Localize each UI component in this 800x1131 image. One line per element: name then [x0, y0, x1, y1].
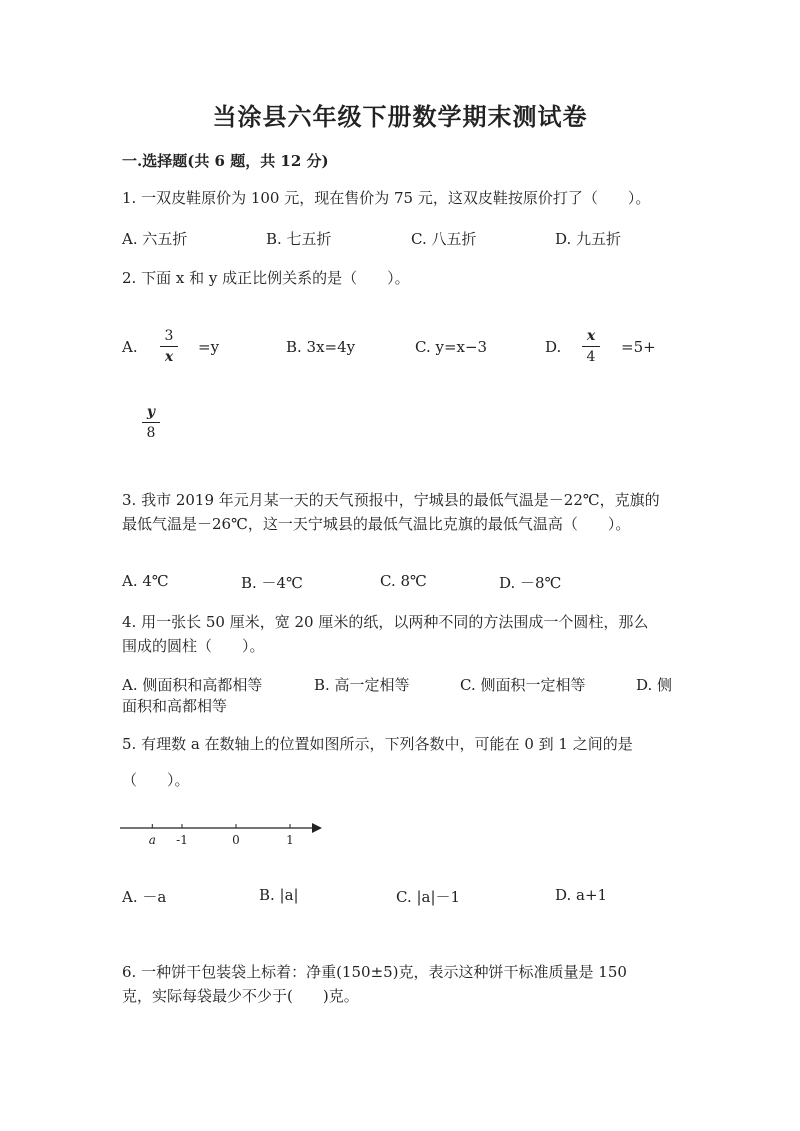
question-3-option-b: B. －4℃	[241, 574, 303, 592]
number-line-label: -1	[176, 833, 188, 847]
question-4-option-c: C. 侧面积一定相等	[460, 676, 586, 694]
fraction-bar	[582, 346, 600, 347]
question-3-option-c: C. 8℃	[380, 572, 427, 590]
question-2-option-a-fraction	[160, 328, 178, 365]
question-4-option-d-wrap: 面积和高都相等	[122, 697, 228, 715]
fraction-denominator: x	[164, 349, 174, 365]
fraction-bar	[142, 422, 160, 423]
number-line-arrow	[312, 823, 322, 833]
question-4-option-d: D. 侧	[636, 676, 673, 694]
question-2-option-d-label: D.	[545, 338, 562, 356]
number-line-label: 1	[286, 833, 294, 847]
question-6-stem-line-2: 克，实际每袋最少不少于( )克。	[122, 987, 359, 1005]
fraction-numerator: y	[146, 404, 156, 420]
question-2-option-d-fraction	[582, 328, 600, 365]
question-5-option-c: C. |a|－1	[396, 888, 461, 906]
fraction-numerator: 3	[164, 328, 174, 344]
question-5-stem-line-2: （ ）。	[122, 771, 190, 789]
question-1-option-b: B. 七五折	[266, 230, 332, 248]
question-3-option-a: A. 4℃	[122, 572, 169, 590]
question-5-option-d: D. a+1	[555, 886, 608, 904]
fraction-bar	[160, 346, 178, 347]
number-line-label: 0	[232, 833, 240, 847]
question-2-stem: 2. 下面 x 和 y 成正比例关系的是（ ）。	[122, 269, 410, 287]
question-5-stem-line-1: 5. 有理数 a 在数轴上的位置如图所示，下列各数中，可能在 0 到 1 之间的是	[122, 735, 633, 753]
number-line-figure	[118, 818, 328, 854]
fraction-denominator: 8	[146, 425, 156, 441]
question-1-stem: 1. 一双皮鞋原价为 100 元，现在售价为 75 元，这双皮鞋按原价打了（ ）。	[122, 189, 651, 207]
fraction-numerator: x	[586, 328, 596, 344]
section-heading: 一.选择题(共 6 题，共 12 分)	[122, 152, 329, 170]
question-4-stem-line-2: 围成的圆柱（ ）。	[122, 637, 265, 655]
question-3-option-d: D. －8℃	[499, 574, 562, 592]
number-line-label: a	[148, 833, 156, 847]
question-1-option-c: C. 八五折	[411, 230, 477, 248]
question-3-stem-line-1: 3. 我市 2019 年元月某一天的天气预报中，宁城县的最低气温是－22℃，克旗的	[122, 491, 660, 509]
question-5-option-b: B. |a|	[259, 886, 299, 904]
question-5-option-a: A. －a	[122, 888, 167, 906]
question-6-stem-line-1: 6. 一种饼干包装袋上标着：净重(150±5)克，表示这种饼干标准质量是 150	[122, 963, 627, 981]
question-2-option-d-fraction-2	[142, 404, 160, 441]
question-2-option-d-tail: =5+	[621, 338, 656, 356]
fraction-denominator: 4	[586, 349, 596, 365]
question-3-stem-line-2: 最低气温是－26℃，这一天宁城县的最低气温比克旗的最低气温高（ ）。	[122, 515, 631, 533]
question-1-option-a: A. 六五折	[122, 230, 188, 248]
question-1-option-d: D. 九五折	[555, 230, 622, 248]
question-2-option-a-tail: =y	[198, 338, 220, 356]
question-4-stem-line-1: 4. 用一张长 50 厘米，宽 20 厘米的纸，以两种不同的方法围成一个圆柱，那么	[122, 613, 649, 631]
question-4-option-b: B. 高一定相等	[314, 676, 410, 694]
question-2-option-a-label: A.	[122, 338, 138, 356]
page-title: 当涂县六年级下册数学期末测试卷	[212, 102, 588, 131]
question-2-option-b: B. 3x=4y	[286, 338, 356, 356]
question-2-option-c: C. y=x−3	[415, 338, 488, 356]
question-4-option-a: A. 侧面积和高都相等	[122, 676, 263, 694]
